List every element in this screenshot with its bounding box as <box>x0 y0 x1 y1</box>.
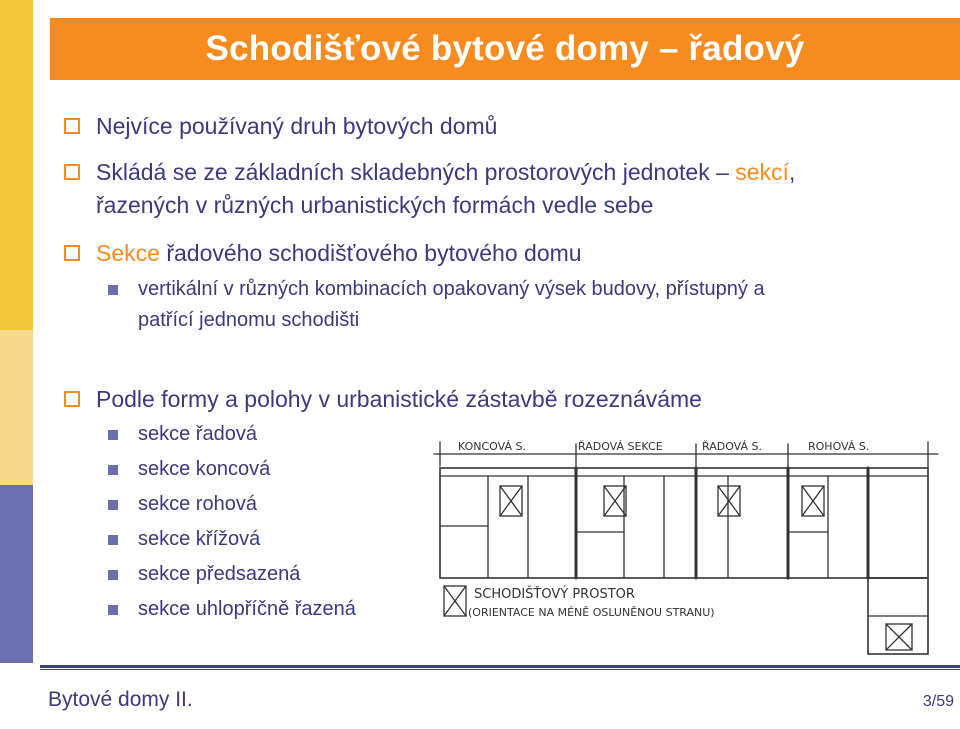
bullet-square-icon <box>64 118 80 134</box>
sub-bullet-text-continuation: patřící jednomu schodišti <box>138 309 360 331</box>
footer-divider <box>40 665 960 668</box>
bullet-text: Podle formy a polohy v urbanistické zástavbě rozeznáváme <box>96 386 702 412</box>
sub-bullet-icon <box>108 570 118 580</box>
bullet-text <box>96 156 795 188</box>
bullet-text-continuation: řazených v různých urbanistických formách vedle sebe <box>96 192 654 218</box>
footer-course-title: Bytové domy II. <box>48 688 193 711</box>
sub-bullet-icon <box>108 285 118 295</box>
bullet-accent: Sekce <box>96 240 160 266</box>
sketch-label: ŘADOVÁ SEKCE <box>578 440 663 453</box>
left-bar-gap <box>33 0 40 663</box>
bullet-text-part: řadového schodišťového bytového domu <box>159 240 582 266</box>
sub-bullet-text: vertikální v různých kombinacích opakovaný výsek budovy, přístupný a <box>138 278 765 300</box>
list-item: sekce řadová <box>138 423 257 445</box>
sub-bullet-icon <box>108 500 118 510</box>
floorplan-sketch <box>428 436 948 662</box>
sub-bullet-icon <box>108 535 118 545</box>
bullet-square-icon <box>64 164 80 180</box>
footer-divider-thin <box>40 669 960 670</box>
bullet-text <box>96 237 582 269</box>
bullet-text: Nejvíce používaný druh bytových domů <box>96 113 498 139</box>
list-item: sekce uhlopříčně řazená <box>138 598 356 620</box>
list-item: sekce koncová <box>138 458 271 480</box>
sub-bullet-icon <box>108 465 118 475</box>
sketch-legend-label: SCHODIŠŤOVÝ PROSTOR <box>474 587 635 602</box>
sub-bullet-icon <box>108 430 118 440</box>
bullet-square-icon <box>64 245 80 261</box>
page-title: Schodišťové bytové domy – řadový <box>205 29 805 68</box>
sketch-label: ROHOVÁ S. <box>808 440 870 453</box>
bullet-text-part: , <box>788 159 796 185</box>
list-item: sekce předsazená <box>138 563 301 585</box>
page-number: 3/59 <box>922 693 954 710</box>
sketch-label: KONCOVÁ S. <box>458 440 526 453</box>
building-outline <box>440 468 928 578</box>
title-bar <box>50 18 960 80</box>
bullet-text-part: Skládá se ze základních skladebných prostorových jednotek – <box>96 159 736 185</box>
list-item: sekce křížová <box>138 528 261 550</box>
sub-bullet-icon <box>108 605 118 615</box>
sketch-legend-label: (ORIENTACE NA MÉNĚ OSLUNĚNOU STRANU) <box>468 606 715 619</box>
sketch-label: ŘADOVÁ S. <box>702 440 762 453</box>
list-item: sekce rohová <box>138 493 257 515</box>
bullet-square-icon <box>64 391 80 407</box>
bullet-accent: sekcí <box>735 159 789 185</box>
